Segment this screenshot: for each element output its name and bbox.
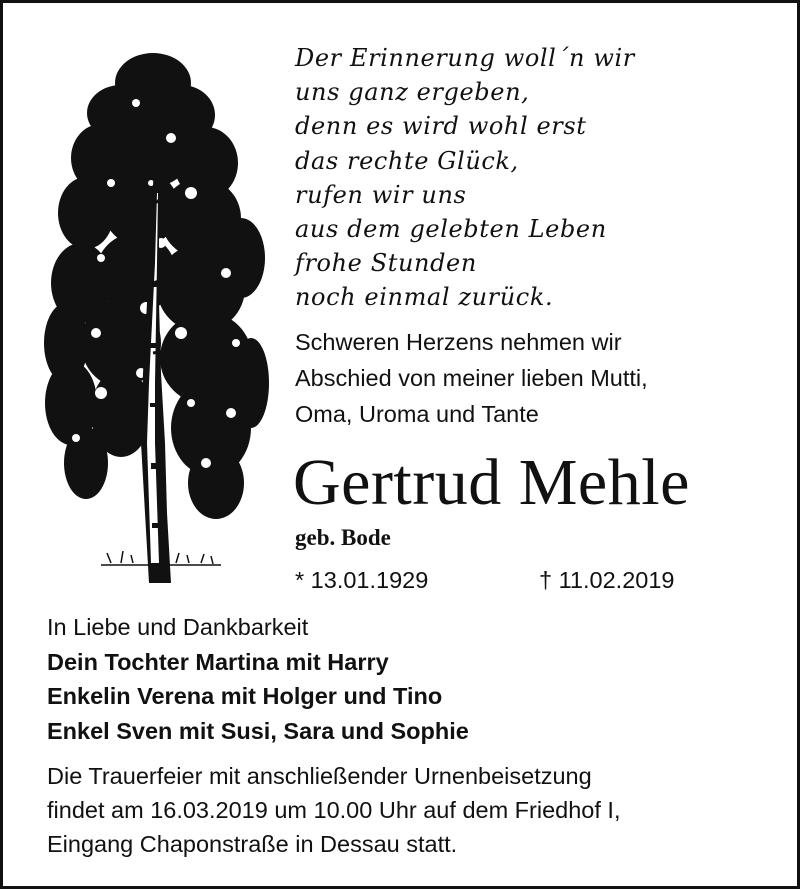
farewell-intro [295,324,648,432]
family-member: Enkelin Verena mit Holger und Tino [47,683,443,709]
ceremony-info [47,759,620,861]
family-intro: In Liebe und Dankbarkeit [47,614,309,640]
poem-line: noch einmal zurück. [295,283,554,312]
deceased-name: Gertrud Mehle [293,446,690,519]
poem-line: das rechte Glück, [295,146,519,175]
maiden-name: geb. Bode [295,525,391,550]
birch-tree-icon [41,43,271,583]
poem-line: Der Erinnerung woll´n wir [295,44,635,72]
intro-line: Schweren Herzens nehmen wir [295,329,622,355]
family-signatures [47,610,469,748]
ceremony-line: findet am 16.03.2019 um 10.00 Uhr auf dem Friedhof I, [47,797,621,823]
family-member: Dein Tochter Martina mit Harry [47,648,389,675]
ceremony-line: Eingang Chaponstraße in Dessau statt. [47,831,458,857]
poem-line: rufen wir uns [295,180,467,209]
family-member: Enkel Sven mit Susi, Sara und Sophie [47,717,469,744]
poem [295,41,635,315]
poem-line: denn es wird wohl erst [295,112,587,141]
poem-line: frohe Stunden [295,249,477,278]
poem-line: aus dem gelebten Leben [295,214,607,243]
death-date: † 11.02.2019 [539,567,675,593]
poem-line: uns ganz ergeben, [295,78,530,107]
ceremony-line: Die Trauerfeier mit anschließender Urnenbeisetzung [47,763,592,789]
birth-date: * 13.01.1929 [295,567,429,593]
intro-line: Abschied von meiner lieben Mutti, [295,365,648,391]
intro-line: Oma, Uroma und Tante [295,401,539,427]
